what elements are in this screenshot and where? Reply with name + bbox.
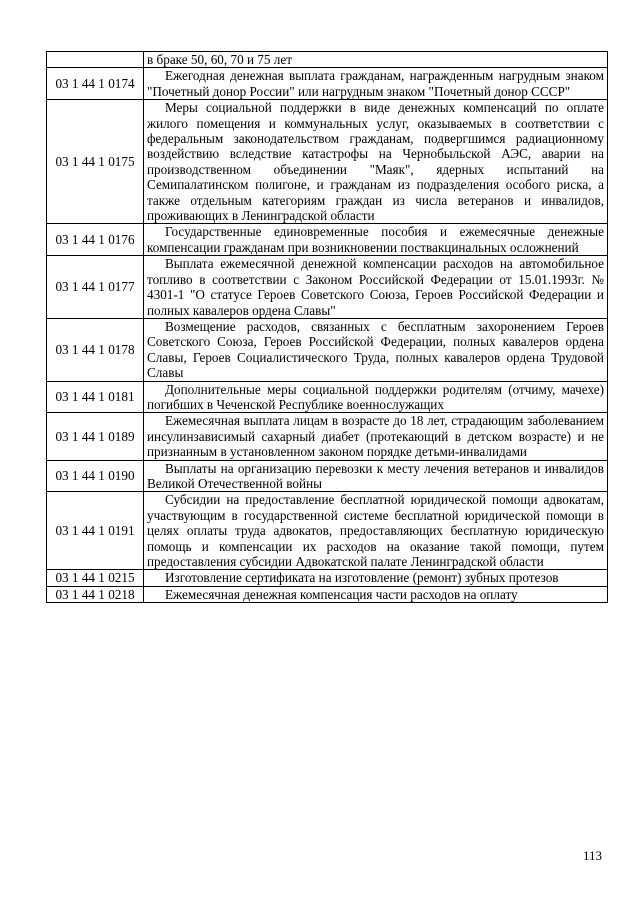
row-code: 03 1 44 1 0177 [47,256,144,319]
row-description [144,460,608,492]
row-description [144,256,608,319]
row-code: 03 1 44 1 0218 [47,586,144,602]
table-row [47,570,608,586]
row-description [144,100,608,224]
row-description [144,318,608,381]
row-description-text: Государственные единовременные пособия и ежемесячные денежные компенсации гражданам при возникновении поствакцинальных осложнений [147,224,604,255]
table-row [47,68,608,100]
row-description-text: Ежемесячная выплата лицам в возрасте до 18 лет, страдающим заболеванием инсулинзависимый сахарный диабет (протекающий в детском возрасте) и не признанным в установленном законом порядке детьми-инвалидами [147,413,604,460]
row-description [144,52,608,68]
row-description-text: Выплаты на организацию перевозки к месту лечения ветеранов и инвалидов Великой Отечественной войны [147,460,604,491]
row-description-text: в браке 50, 60, 70 и 75 лет [147,52,292,67]
row-description-text: Ежегодная денежная выплата гражданам, награжденным нагрудным знаком "Почетный донор России" или нагрудным знаком "Почетный донор СССР" [147,68,604,99]
row-description-text: Изготовление сертификата на изготовление (ремонт) зубных протезов [165,570,559,586]
row-description-text: Субсидии на предоставление бесплатной юридической помощи адвокатам, участвующим в государственной системе бесплатной юридической помощи в целях оплаты труда адвокатов, предоставляющих бесплатную юридическую помощь и компенсации их расходов на оказание такой помощи, путем предоставления субсидии Адвокатской палате Ленинградской области [147,492,604,569]
table-row [47,460,608,492]
table-row [47,586,608,602]
page-number: 113 [583,848,603,863]
table-row [47,52,608,68]
row-description-text: Ежемесячная денежная компенсация части расходов на оплату [165,586,518,602]
row-description [144,68,608,100]
table-row [47,492,608,570]
row-description [144,492,608,570]
row-description [144,570,608,586]
row-code: 03 1 44 1 0215 [47,570,144,586]
table-row [47,413,608,460]
row-code: 03 1 44 1 0174 [47,68,144,100]
row-code: 03 1 44 1 0178 [47,318,144,381]
row-description [144,586,608,602]
table-row [47,256,608,319]
table-row [47,224,608,256]
row-description [144,381,608,413]
row-description-text: Меры социальной поддержки в виде денежных компенсаций по оплате жилого помещения и коммунальных услуг, оказываемых в соответствии с федеральным законодательством гражданам, подвергшимся радиационному воздействию вследствие катастрофы на Чернобыльской АЭС, аварии на производственном объединении "Маяк", ядерных испытаний на Семипалатинском полигоне, и гражданам из подразделения особого риска, а также отдельным категориям граждан из числа ветеранов и инвалидов, проживающих в Ленинградской области [147,100,604,224]
table-row [47,381,608,413]
row-code: 03 1 44 1 0191 [47,492,144,570]
budget-codes-table [46,51,608,603]
row-description [144,413,608,460]
row-code: 03 1 44 1 0175 [47,100,144,224]
table-row [47,100,608,224]
row-description [144,224,608,256]
row-code [47,52,144,68]
row-code: 03 1 44 1 0181 [47,381,144,413]
row-code: 03 1 44 1 0176 [47,224,144,256]
row-description-text: Возмещение расходов, связанных с бесплатным захоронением Героев Советского Союза, Героев Российской Федерации, полных кавалеров ордена Славы, Героев Социалистического Труда, полных кавалеров ордена Трудовой Славы [147,318,604,381]
row-code: 03 1 44 1 0189 [47,413,144,460]
row-description-text: Выплата ежемесячной денежной компенсации расходов на автомобильное топливо в соответствии с Законом Российской Федерации от 15.01.1993г. № 4301-1 "О статусе Героев Советского Союза, Героев Российской Федерации и полных кавалеров ордена Славы" [147,256,604,318]
row-code: 03 1 44 1 0190 [47,460,144,492]
table-row [47,318,608,381]
row-description-text: Дополнительные меры социальной поддержки родителям (отчиму, мачехе) погибших в Чеченской Республике военнослужащих [147,381,604,412]
